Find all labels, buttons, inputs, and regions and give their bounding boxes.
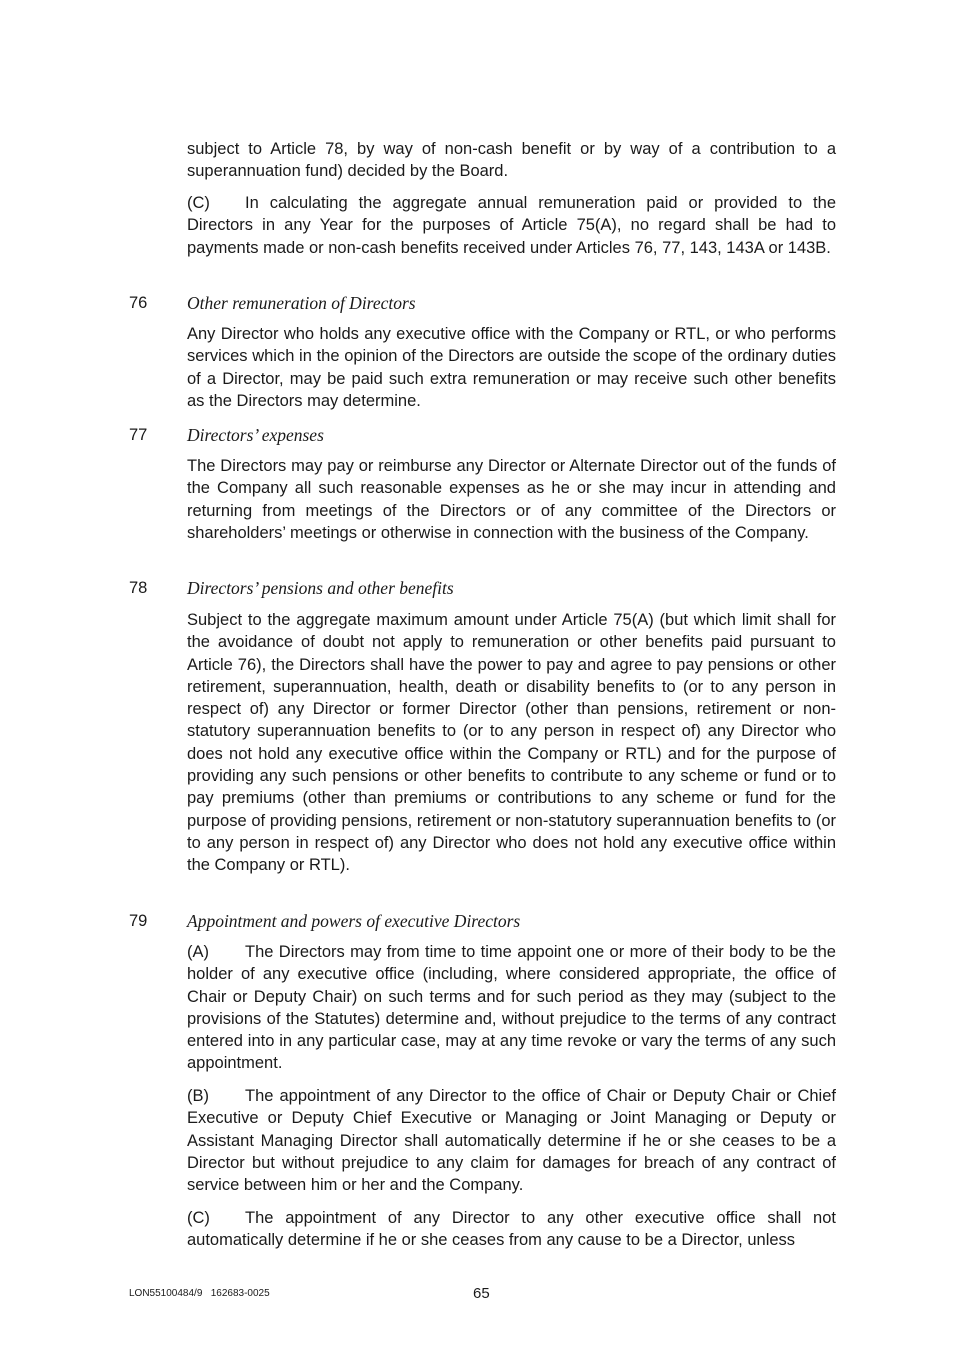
article-78-number: 78 xyxy=(129,579,148,597)
article-76-title: Other remuneration of Directors xyxy=(187,293,416,313)
article-79a-paragraph xyxy=(187,941,836,1075)
article-79b-text: The appointment of any Director to the office of Chair or Deputy Chair or Chief Executive or Deputy Chief Executive or Managing or Joint Managing or Deputy or Assistant Managing Director shall automatically determine if he or she ceases to be a Director but without prejudice to any claim for damages for breach of any contract of service between him or her and the Company. xyxy=(187,1087,836,1195)
article-77-number: 77 xyxy=(129,426,148,444)
article-79c-paragraph xyxy=(187,1207,836,1252)
article-79b-paragraph xyxy=(187,1085,836,1196)
article-79-title: Appointment and powers of executive Directors xyxy=(187,911,521,931)
article-76-number: 76 xyxy=(129,294,148,312)
article-79c-label: (C) xyxy=(187,1209,210,1227)
article-78-paragraph: Subject to the aggregate maximum amount under Article 75(A) (but which limit shall for the avoidance of doubt not apply to remuneration or other benefits paid pursuant to Article 76), the Directors shall have the power to pay and agree to pay pensions or other retirement, superannuation, health, death or disability benefits to (or to any person in respect of) any Director or former Director (other than pensions, retirement or non-statutory superannuation benefits to (or to any person in respect of) any Director who does not hold any executive office within the Company or RTL) and for the purpose of providing any such pensions or other benefits to contribute to any scheme or fund or to pay premiums (other than premiums or contributions to any scheme or fund for the purpose of providing pensions, retirement or non-statutory superannuation benefits to (or to any person in respect of) any Director who does not hold any executive office within the Company or RTL). xyxy=(187,611,836,875)
footer-page-number: 65 xyxy=(473,1285,490,1302)
article-75c-paragraph xyxy=(187,192,836,259)
article-79b-label: (B) xyxy=(187,1087,209,1105)
article-79c-text: The appointment of any Director to any other executive office shall not automatically determine if he or she ceases from any cause to be a Director, unless xyxy=(187,1209,836,1250)
article-79a-text: The Directors may from time to time appoint one or more of their body to be the holder of any executive office (including, where considered appropriate, the office of Chair or Deputy Chair) on such terms and for such period as they may (subject to the provisions of the Statutes) determine and, without prejudice to the terms of any contract entered into in any particular case, may at any time revoke or vary the terms of any such appointment. xyxy=(187,943,836,1073)
article-75c-text: In calculating the aggregate annual remuneration paid or provided to the Directors in any Year for the purposes of Article 75(A), no regard shall be had to payments made or non-cash benefits received under Articles 76, 77, 143, 143A or 143B. xyxy=(187,194,836,257)
article-77-title: Directors’ expenses xyxy=(187,425,324,445)
article-75c-label: (C) xyxy=(187,194,210,212)
article-79-number: 79 xyxy=(129,912,148,930)
article-77-paragraph: The Directors may pay or reimburse any Director or Alternate Director out of the funds of the Company all such reasonable expenses as he or she may incur in attending and returning from meetings of the Directors or of any committee of the Directors or shareholders’ meetings or otherwise in connection with the business of the Company. xyxy=(187,457,836,542)
footer-document-reference: LON55100484/9 162683-0025 xyxy=(129,1288,270,1299)
continuation-paragraph: subject to Article 78, by way of non-cash benefit or by way of a contribution to a superannuation fund) decided by the Board. xyxy=(187,140,836,181)
article-78-title: Directors’ pensions and other benefits xyxy=(187,578,454,598)
article-76-paragraph: Any Director who holds any executive office with the Company or RTL, or who performs services which in the opinion of the Directors are outside the scope of the ordinary duties of a Director, may be paid such extra remuneration or may receive such other benefits as the Directors may determine. xyxy=(187,325,836,410)
article-79a-label: (A) xyxy=(187,943,209,961)
